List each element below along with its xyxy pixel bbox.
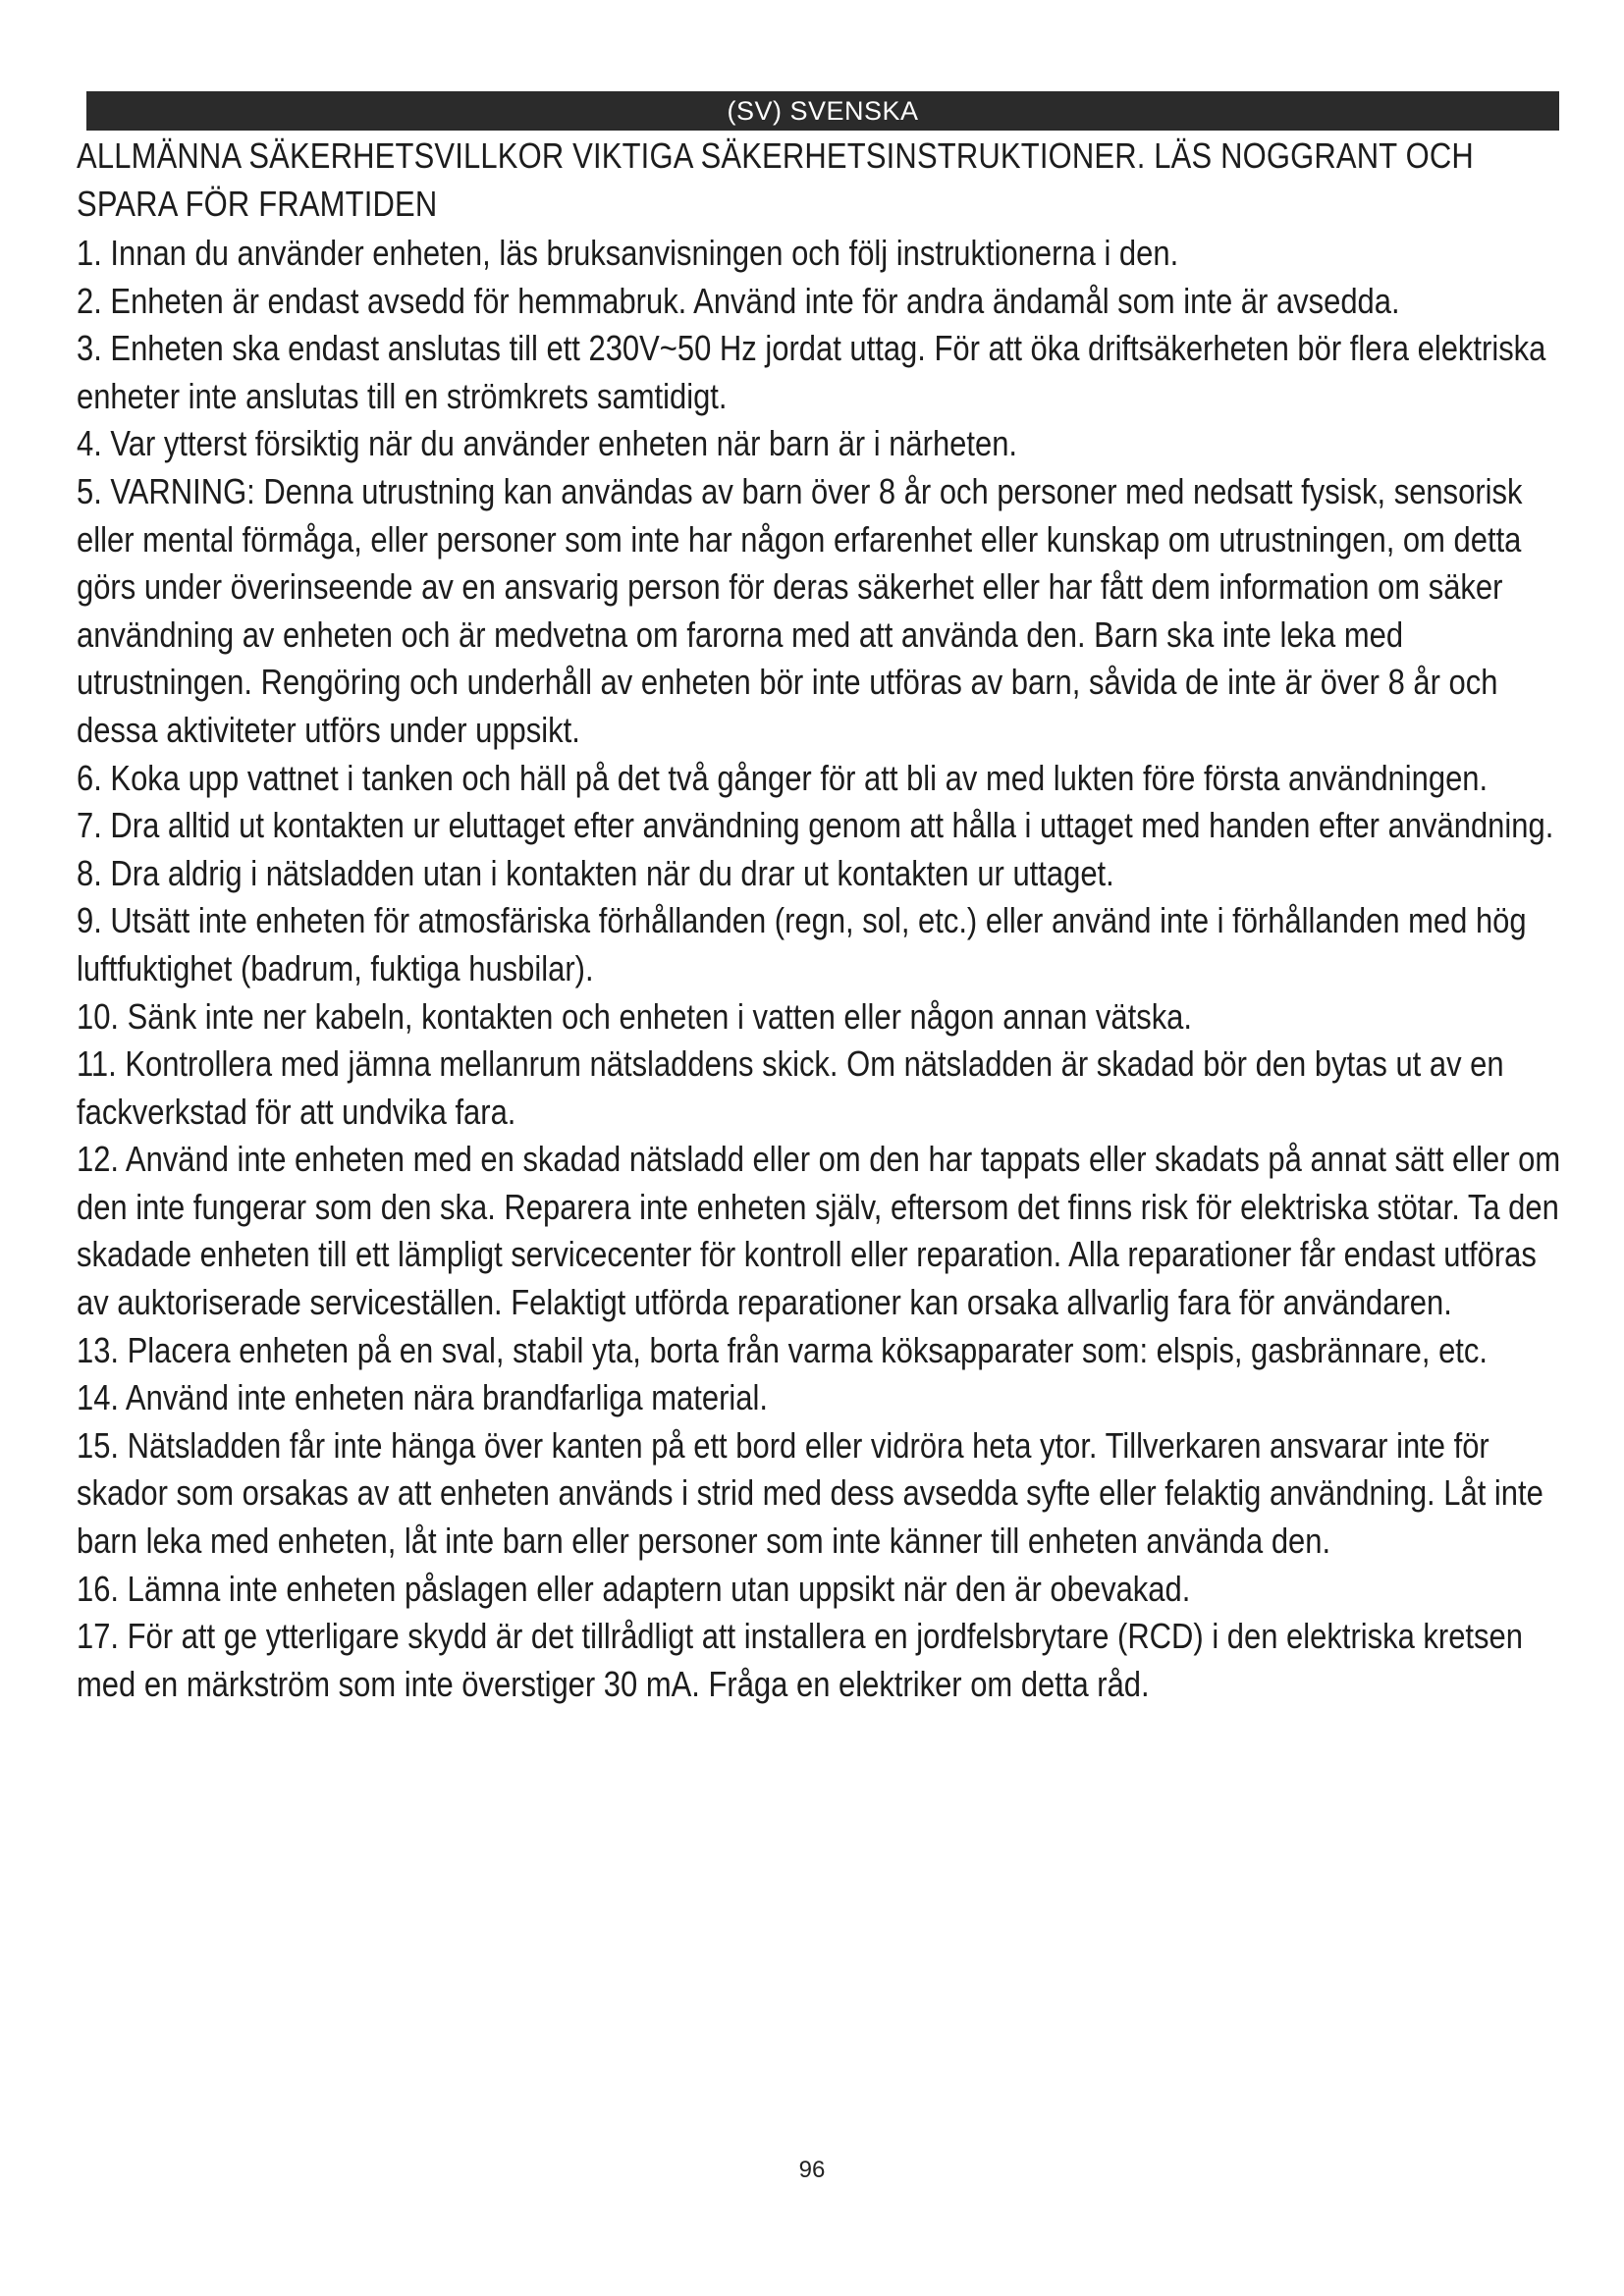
instruction-item-13: 13. Placera enheten på en sval, stabil yta, borta från varma köksapparater som: elspis, gasbrännare, etc. <box>77 1329 1488 1370</box>
instruction-item-9: 9. Utsätt inte enheten för atmosfäriska förhållanden (regn, sol, etc.) eller använd inte i förhållanden med hög luftfuktighet (badrum, fuktiga husbilar). <box>77 900 1527 988</box>
instruction-item-1: 1. Innan du använder enheten, läs bruksanvisningen och följ instruktionerna i den. <box>77 233 1179 273</box>
language-header-bar: (SV) SVENSKA <box>86 91 1559 131</box>
instruction-item-16: 16. Lämna inte enheten påslagen eller adaptern utan uppsikt när den är obevakad. <box>77 1568 1191 1609</box>
instruction-item-7: 7. Dra alltid ut kontakten ur eluttaget efter användning genom att hålla i uttaget med handen efter användning. <box>77 805 1554 846</box>
page-number: 96 <box>798 2157 826 2183</box>
instruction-item-14: 14. Använd inte enheten nära brandfarliga material. <box>77 1377 768 1418</box>
instruction-item-15: 15. Nätsladden får inte hänga över kanten på ett bord eller vidröra heta ytor. Tillverkaren ansvarar inte för skador som orsakas av att enheten används i strid med dess avsedda syfte eller felaktig användning. Låt inte barn leka med enheten, låt inte barn eller personer som inte känner till enheten använda den. <box>77 1424 1543 1562</box>
safety-content <box>77 132 1569 1708</box>
instruction-item-2: 2. Enheten är endast avsedd för hemmabruk. Använd inte för andra ändamål som inte är avsedda. <box>77 280 1400 321</box>
instruction-item-10: 10. Sänk inte ner kabeln, kontakten och enheten i vatten eller någon annan vätska. <box>77 995 1193 1037</box>
instruction-item-8: 8. Dra aldrig i nätsladden utan i kontakten när du drar ut kontakten ur uttaget. <box>77 852 1114 893</box>
safety-instructions-list <box>77 230 1569 1708</box>
instruction-item-5: 5. VARNING: Denna utrustning kan användas av barn över 8 år och personer med nedsatt fysisk, sensorisk eller mental förmåga, eller personer som inte har någon erfarenhet eller kunskap om utrustningen, om detta görs under överinseende av en ansvarig person för deras säkerhet eller har fått dem information om säker användning av enheten och är medvetna om farorna med att använda den. Barn ska inte leka med utrustningen. Rengöring och underhåll av enheten bör inte utföras av barn, såvida de inte är över 8 år och dessa aktiviteter utförs under uppsikt. <box>77 470 1523 750</box>
instruction-item-12: 12. Använd inte enheten med en skadad nätsladd eller om den har tappats eller skadats på annat sätt eller om den inte fungerar som den ska. Reparera inte enheten själv, eftersom det finns risk för elektriska stötar. Ta den skadade enheten till ett lämpligt servicecenter för kontroll eller reparation. Alla reparationer får endast utföras av auktoriserade serviceställen. Felaktigt utförda reparationer kan orsaka allvarlig fara för användaren. <box>77 1139 1561 1323</box>
instruction-item-6: 6. Koka upp vattnet i tanken och häll på det två gånger för att bli av med lukten före första användningen. <box>77 757 1489 798</box>
instruction-item-3: 3. Enheten ska endast anslutas till ett 230V~50 Hz jordat uttag. För att öka driftsäkerheten bör flera elektriska enheter inte anslutas till en strömkrets samtidigt. <box>77 328 1546 416</box>
instruction-item-4: 4. Var ytterst försiktig när du använder enheten när barn är i närheten. <box>77 423 1018 464</box>
section-title: ALLMÄNNA SÄKERHETSVILLKOR VIKTIGA SÄKERHETSINSTRUKTIONER. LÄS NOGGRANT OCH SPARA FÖR FRAMTIDEN <box>77 135 1474 224</box>
instruction-item-17: 17. För att ge ytterligare skydd är det tillrådligt att installera en jordfelsbrytare (RCD) i den elektriska kretsen med en märkström som inte överstiger 30 mA. Fråga en elektriker om detta råd. <box>77 1616 1523 1704</box>
instruction-item-11: 11. Kontrollera med jämna mellanrum nätsladdens skick. Om nätsladden är skadad bör den bytas ut av en fackverkstad för att undvika fara. <box>77 1043 1504 1132</box>
